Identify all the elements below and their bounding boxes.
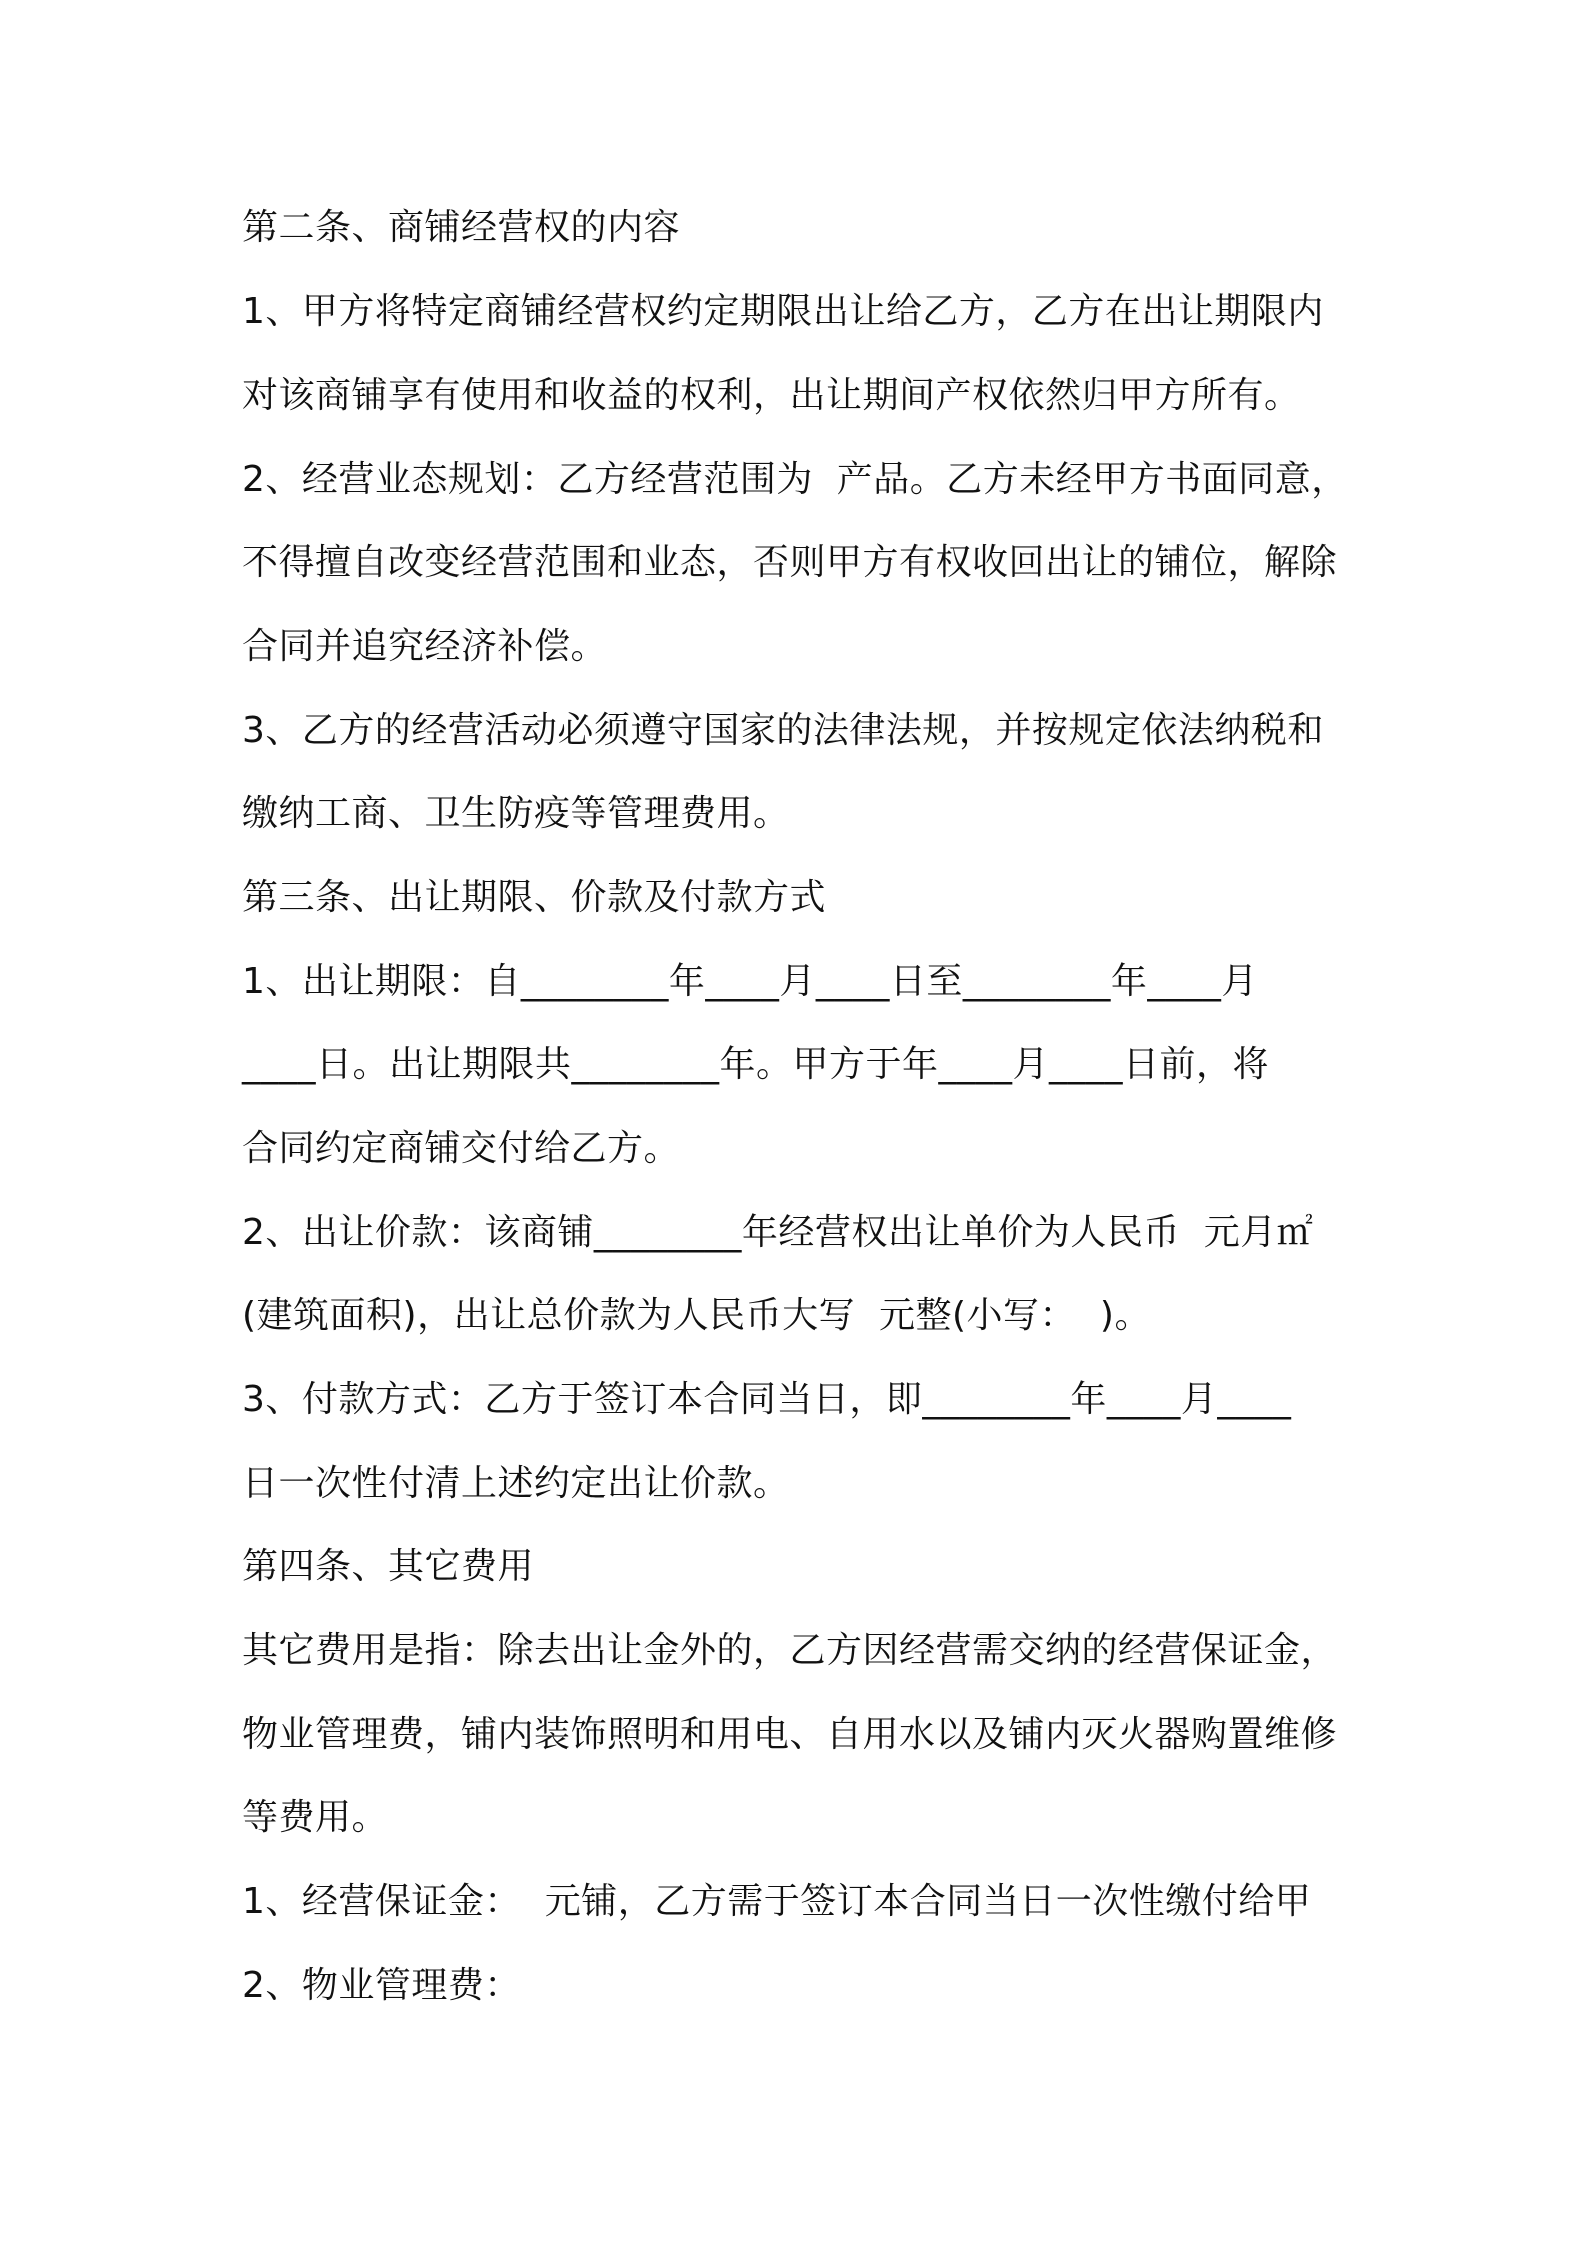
- paragraph-line: (建筑面积)，出让总价款为人民币大写 元整(小写： )。: [242, 1295, 1151, 1336]
- paragraph-line: 3、付款方式：乙方于签订本合同当日，即________年____月____: [242, 1379, 1292, 1420]
- paragraph-line: 2、经营业态规划：乙方经营范围为 产品。乙方未经甲方书面同意，: [242, 459, 1348, 500]
- paragraph-line: 物业管理费，铺内装饰照明和用电、自用水以及铺内灭火器购置维修: [242, 1714, 1338, 1755]
- section-heading-article-4: 第四条、其它费用: [242, 1546, 535, 1587]
- paragraph-line: 缴纳工商、卫生防疫等管理费用。: [242, 793, 790, 834]
- paragraph-line: 1、出让期限：自________年____月____日至________年____月: [242, 961, 1258, 1002]
- paragraph-line: 3、乙方的经营活动必须遵守国家的法律法规，并按规定依法纳税和: [242, 710, 1324, 751]
- paragraph-line: 2、物业管理费：: [242, 1965, 521, 2006]
- section-heading-article-3: 第三条、出让期限、价款及付款方式: [242, 877, 827, 918]
- paragraph-line: 合同约定商铺交付给乙方。: [242, 1128, 681, 1169]
- paragraph-line: ____日。出让期限共________年。甲方于年____月____日前，将: [242, 1044, 1270, 1085]
- paragraph-line: 合同并追究经济补偿。: [242, 626, 608, 667]
- paragraph-line: 其它费用是指：除去出让金外的，乙方因经营需交纳的经营保证金，: [242, 1630, 1338, 1671]
- paragraph-line: 对该商铺享有使用和收益的权利，出让期间产权依然归甲方所有。: [242, 375, 1301, 416]
- paragraph-line: 1、甲方将特定商铺经营权约定期限出让给乙方，乙方在出让期限内: [242, 291, 1324, 332]
- section-heading-article-2: 第二条、商铺经营权的内容: [242, 207, 681, 248]
- paragraph-line: 2、出让价款：该商铺________年经营权出让单价为人民币 元月㎡: [242, 1212, 1314, 1253]
- paragraph-line: 日一次性付清上述约定出让价款。: [242, 1463, 790, 1504]
- paragraph-line: 等费用。: [242, 1797, 389, 1838]
- paragraph-line: 不得擅自改变经营范围和业态，否则甲方有权收回出让的铺位，解除: [242, 542, 1338, 583]
- paragraph-line: 1、经营保证金： 元铺，乙方需于签订本合同当日一次性缴付给甲: [242, 1881, 1312, 1922]
